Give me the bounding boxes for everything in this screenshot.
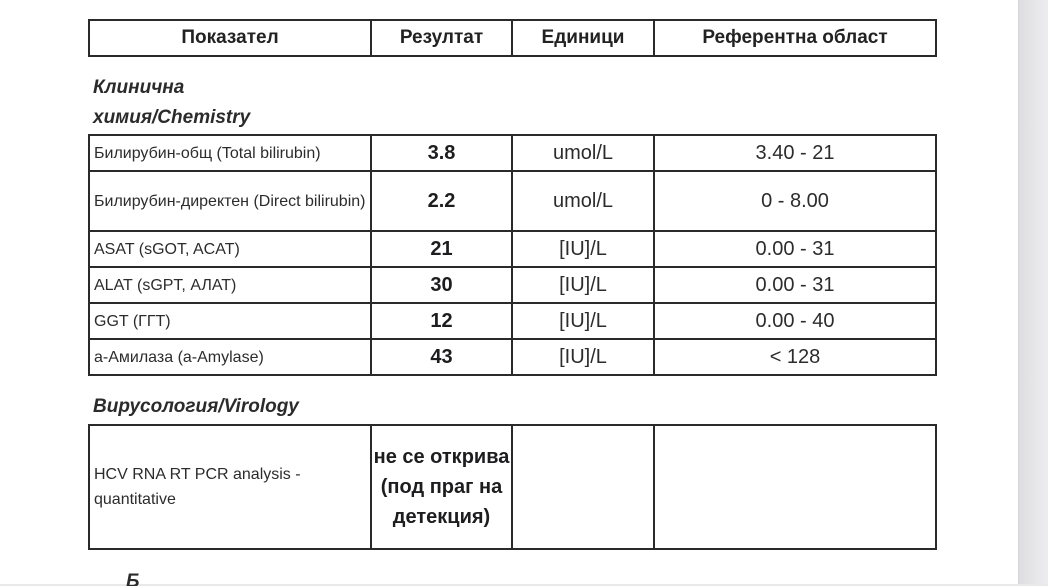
test-reference-range: < 128 bbox=[654, 339, 936, 375]
header-reference: Референтна област bbox=[654, 20, 936, 56]
column-header-table bbox=[88, 19, 937, 57]
chemistry-title-line2: химия/Chemistry bbox=[93, 107, 251, 128]
test-name: ASAT (sGOT, ACAT) bbox=[89, 231, 371, 267]
table-row bbox=[89, 135, 936, 171]
page-edge-shadow bbox=[1019, 0, 1048, 584]
chemistry-table bbox=[88, 134, 937, 376]
table-row bbox=[89, 425, 936, 549]
header-units: Единици bbox=[512, 20, 654, 56]
test-result: не се открива (под праг на детекция) bbox=[371, 425, 512, 549]
test-unit bbox=[512, 425, 654, 549]
test-result: 2.2 bbox=[371, 171, 512, 231]
test-reference-range: 0.00 - 31 bbox=[654, 267, 936, 303]
test-result: 3.8 bbox=[371, 135, 512, 171]
header-row bbox=[89, 20, 936, 56]
test-result: 12 bbox=[371, 303, 512, 339]
virology-title: Вирусология/Virology bbox=[93, 396, 299, 417]
header-result: Резултат bbox=[371, 20, 512, 56]
test-reference-range: 0 - 8.00 bbox=[654, 171, 936, 231]
test-unit: [IU]/L bbox=[512, 267, 654, 303]
test-reference-range: 3.40 - 21 bbox=[654, 135, 936, 171]
test-reference-range: 0.00 - 31 bbox=[654, 231, 936, 267]
table-row bbox=[89, 339, 936, 375]
test-result: 43 bbox=[371, 339, 512, 375]
test-name: ALAT (sGPT, АЛАТ) bbox=[89, 267, 371, 303]
next-section-title-text: Б bbox=[126, 572, 140, 586]
header-indicator: Показател bbox=[89, 20, 371, 56]
chemistry-title-line1: Клинична bbox=[93, 77, 185, 98]
test-name: Билирубин-директен (Direct bilirubin) bbox=[89, 171, 371, 231]
test-name: Билирубин-общ (Total bilirubin) bbox=[89, 135, 371, 171]
test-unit: [IU]/L bbox=[512, 231, 654, 267]
test-result: 21 bbox=[371, 231, 512, 267]
test-name: a-Амилаза (a-Amylase) bbox=[89, 339, 371, 375]
virology-table bbox=[88, 424, 937, 550]
table-row bbox=[89, 267, 936, 303]
test-name: HCV RNA RT PCR analysis - quantitative bbox=[89, 425, 371, 549]
table-row bbox=[89, 171, 936, 231]
test-unit: [IU]/L bbox=[512, 339, 654, 375]
table-row bbox=[89, 231, 936, 267]
test-unit: umol/L bbox=[512, 135, 654, 171]
table-row bbox=[89, 303, 936, 339]
test-unit: [IU]/L bbox=[512, 303, 654, 339]
test-result: 30 bbox=[371, 267, 512, 303]
test-unit: umol/L bbox=[512, 171, 654, 231]
test-reference-range bbox=[654, 425, 936, 549]
test-reference-range: 0.00 - 40 bbox=[654, 303, 936, 339]
test-name: GGT (ГГТ) bbox=[89, 303, 371, 339]
